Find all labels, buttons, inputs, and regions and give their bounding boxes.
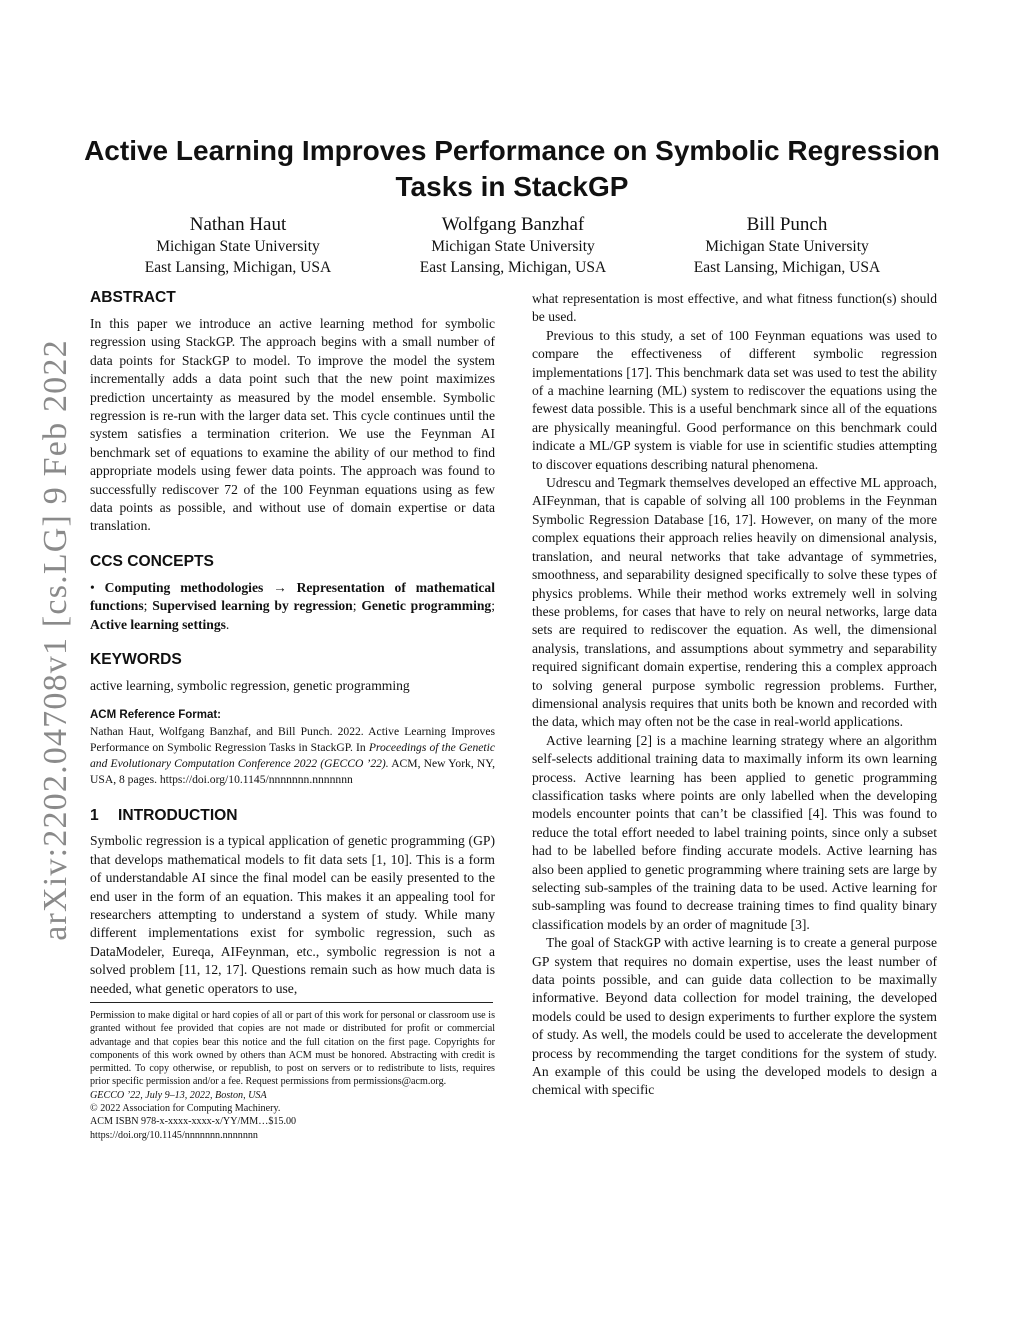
paper-title: Active Learning Improves Performance on Symbolic Regression Tasks in StackGP [84, 135, 940, 202]
abstract-text: In this paper we introduce an active learning method for symbolic regression using StackGP. The approach begins with a small number of data points for StackGP to model. To improve the model the system incrementally adds a data point such that the new point maximizes prediction uncertainty as measured by the model ensemble. Symbolic regression is re-run with the larger data set. This cycle continues until the system satisfies a termination criterion. We use the Feynman AI benchmark set of equations to examine the ability of our method to find appropriate models using fewer data points. The approach was found to successfully rediscover 72 of the 100 Feynman equations using as few data points as possible, and without use of domain expertise or data translation. [90, 316, 495, 534]
acm-reference-text [90, 724, 495, 789]
author-location: East Lansing, Michigan, USA [693, 258, 881, 276]
author-affiliation: Michigan State University [705, 238, 869, 255]
right-paragraph-3: Active learning [2] is a machine learning strategy where an algorithm self-selects additional training data to maximally inform its own learning process. Active learning has been applied to genetic programming classification tasks where points are only labelled when the developing models encounter points that can’t be classified [4]. This was found to reduce the total effort needed to label training points, since only a subset had to be labelled before finding accurate models. Active learning has also been applied to genetic programming where training sets are large by selecting sub-samples of the training data to be used. Active learning for sub-sampling was found to decrease training times to find quality binary classification models by an order of magnitude [3]. [532, 732, 937, 932]
author-3 [637, 212, 937, 278]
author-location: East Lansing, Michigan, USA [419, 258, 607, 276]
permission-block [90, 1002, 495, 1142]
author-name: Wolfgang Banzhaf [441, 214, 585, 235]
author-name: Nathan Haut [189, 214, 287, 235]
keywords-text: active learning, symbolic regression, genetic programming [90, 678, 410, 694]
ccs-bullet: • [90, 579, 95, 595]
arxiv-identifier: arXiv:2202.04708v1 [cs.LG] 9 Feb 2022 [37, 339, 74, 941]
abstract-heading: ABSTRACT [90, 289, 176, 306]
author-name: Bill Punch [746, 214, 828, 235]
acm-reference-doi: ACM, New York, NY, USA, 8 pages. https://doi.org/10.1145/nnnnnnn.nnnnnnn [90, 756, 496, 787]
intro-paragraph-1: Symbolic regression is a typical application of genetic programming (GP) that develops mathematical models to fit data sets [1, 10]. This is a form of understandable AI since the final model can be easily presented to the end user in the form of an equation. This makes it an appealing tool for researchers attempting to understand a system of study. While many different implementations exist for symbolic regression, such as DataModeler, Eureqa, AIFeynman, etc., symbolic regression is not a solved problem [11, 12, 17]. Questions remain such as how much data is needed, what genetic operators to use, [90, 833, 495, 996]
ccs-concept-2: Supervised learning by regression [152, 598, 353, 614]
right-paragraph-4: The goal of StackGP with active learning is to create a general purpose GP system that requires no domain expertise, uses the least number of data points possible, and can guide data collection to be maximally informative. Beyond data collection for model training, the developed models could be used to design experiments to further explore the system of study. As well, the models could be used to accelerate the development process by recommending the target conditions for the system of study. An example of this could be using the developed models to design a chemical with specific [532, 935, 937, 1098]
permission-text: Permission to make digital or hard copies of all or part of this work for personal or classroom use is granted without fee provided that copies are not made or distributed for profit or commercial advantage and that copies bear this notice and the full citation on the first page. Copyrights for components of this work owned by others than ACM must be honored. Abstracting with credit is permitted. To copy otherwise, or republish, to post on servers or to redistribute to lists, requires prior specific permission and/or a fee. Request permissions from permissions@acm.org. [90, 1010, 495, 1088]
acm-reference-venue: Proceedings of the Genetic and Evolutionary Computation Conference 2022 (GECCO ’22). [90, 740, 495, 770]
ccs-separator: ; [352, 598, 357, 614]
ccs-separator: ; [491, 598, 495, 614]
intro-heading [90, 806, 495, 826]
intro-section-title: INTRODUCTION [118, 807, 238, 825]
right-paragraph-0: what representation is most effective, and what fitness function(s) should be used. [532, 291, 937, 325]
author-affiliation: Michigan State University [156, 238, 320, 255]
ccs-separator: ; [143, 598, 148, 614]
right-paragraph-1: Previous to this study, a set of 100 Feynman equations was used to compare the effectiveness of different symbolic regression implementations [17]. This benchmark data set was used to test the ability of a machine learning (ML) system to rediscover the equations using the fewest data possible. This is a useful benchmark since all of the equations are physically meaningful. Good performance on this benchmark could indicate a ML/GP system is viable for use in scientific studies attempting to discover equations describing natural phenomena. [532, 327, 937, 472]
ccs-concept-3: Genetic programming [361, 598, 492, 614]
footnote-rule [90, 1002, 493, 1003]
doi-line: https://doi.org/10.1145/nnnnnnn.nnnnnnn [90, 1129, 258, 1141]
intro-section-number: 1 [90, 807, 99, 825]
ccs-concept-4: Active learning settings [90, 616, 226, 632]
author-location: East Lansing, Michigan, USA [144, 258, 332, 276]
ccs-concepts [90, 579, 495, 634]
right-paragraph-2: Udrescu and Tegmark themselves developed an effective ML approach, AIFeynman, that is capable of solving all 100 problems in the Feynman Symbolic Regression Database [16, 17]. However, on many of the more complex equations their approach relies heavily on dimensional analysis, translation, and neural networks that take advantage of symmetries, smoothness, and separability designed specifically to solve these types of physics problems. While their method works extremely well in solving these problems, for cases that have to rely on neural networks, large data sets are required to rediscover the equation. As well, the dimensional analysis, translations, and assumptions about symmetry and separability required significant domain expertise, rendering this a complex approach to solving general purpose symbolic regression problems. Further, dimensional analysis requires that units both be known and recorded with the data, which may often not be the case in real-world applications. [532, 475, 937, 730]
keywords-heading: KEYWORDS [90, 651, 182, 669]
conference-info: GECCO ’22, July 9–13, 2022, Boston, USA [90, 1089, 267, 1101]
right-column [532, 290, 937, 1100]
copyright-line: © 2022 Association for Computing Machinery. [90, 1103, 281, 1115]
conference-line [90, 1089, 495, 1102]
left-column [90, 288, 495, 998]
isbn-line: ACM ISBN 978-x-xxxx-xxxx-x/YY/MM…$15.00 [90, 1116, 297, 1128]
author-2 [363, 212, 663, 278]
acm-reference-prefix: Nathan Haut, Wolfgang Banzhaf, and Bill Punch. 2022. Active Learning Improves Performance on Symbolic Regression Tasks in StackGP. In [90, 724, 495, 754]
ccs-heading: CCS CONCEPTS [90, 552, 214, 570]
ccs-end: . [225, 616, 230, 632]
author-affiliation: Michigan State University [431, 238, 595, 255]
author-1 [88, 212, 388, 278]
acm-reference-heading: ACM Reference Format: [90, 708, 221, 721]
ccs-concept-1: Computing methodologies → Representation of mathematical functions [90, 579, 495, 614]
